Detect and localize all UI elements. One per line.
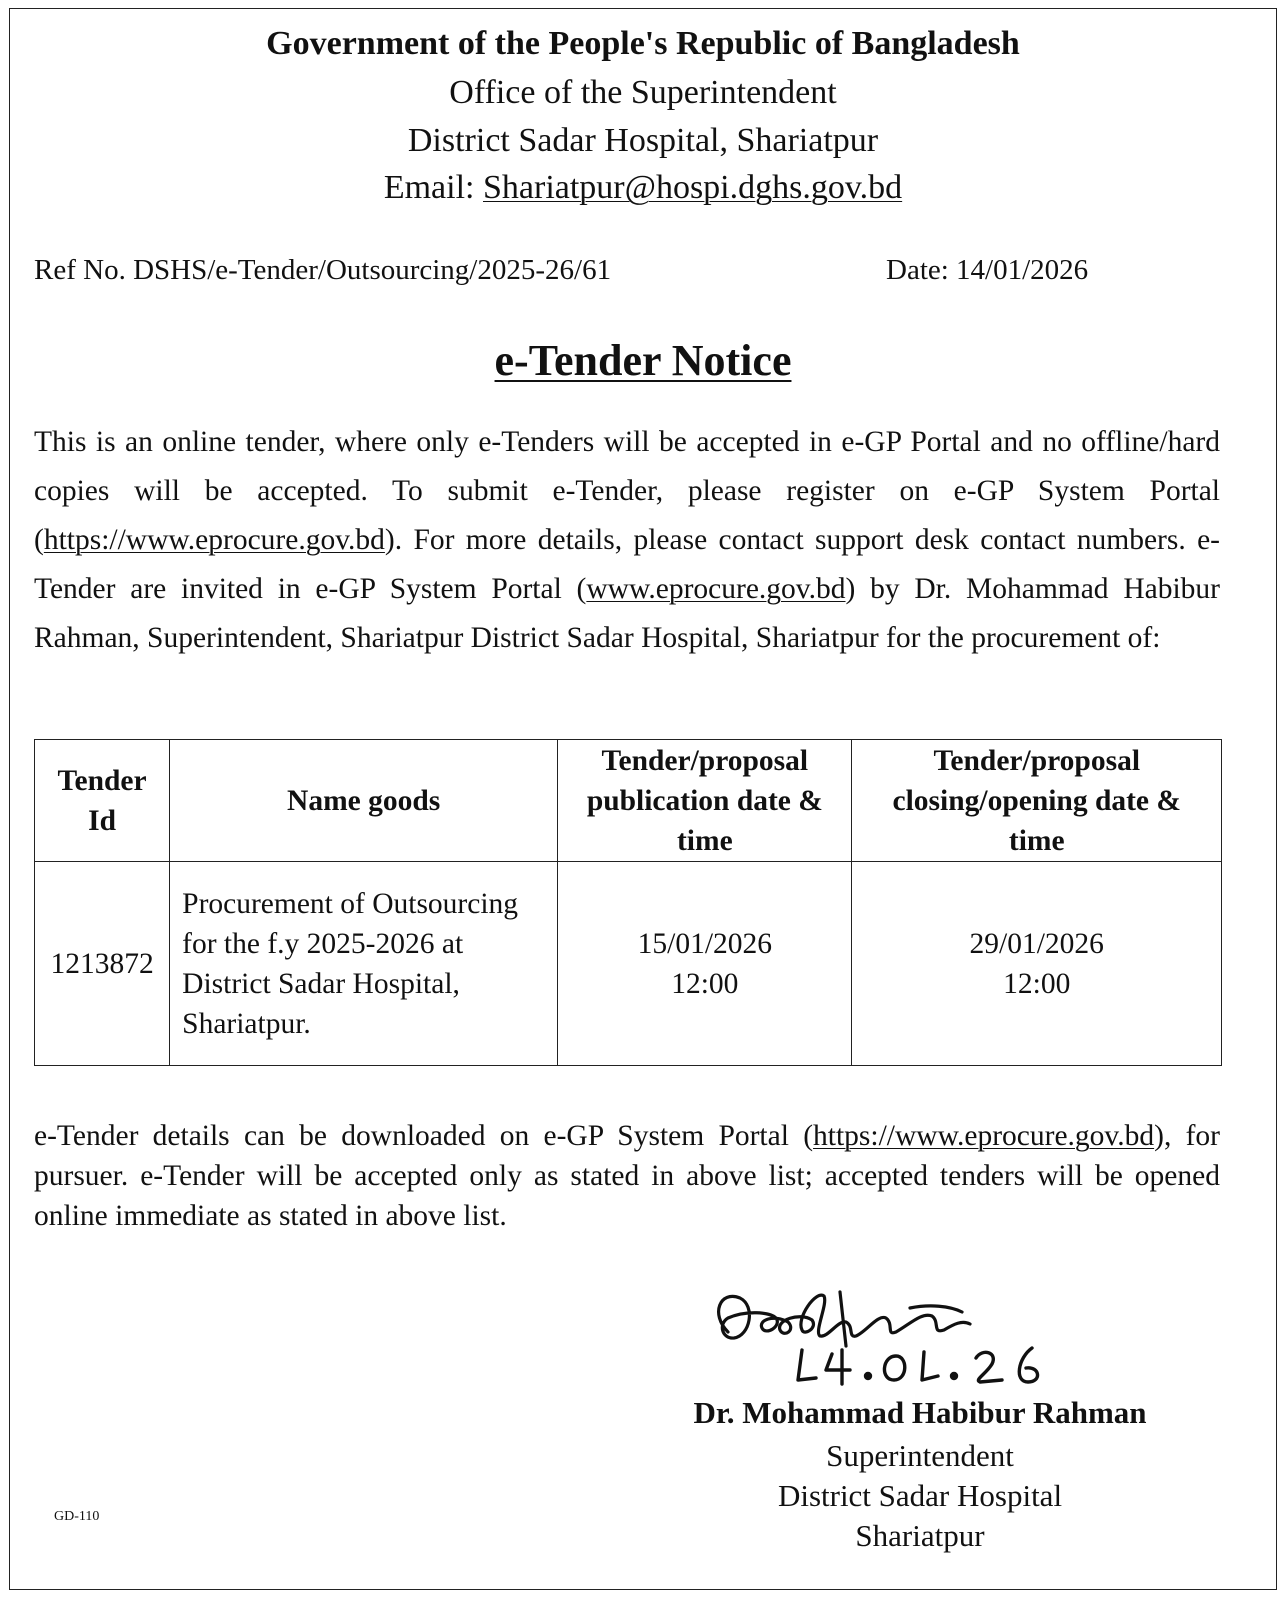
notice-title-text: e-Tender Notice bbox=[494, 336, 792, 385]
notice-date: Date: 14/01/2026 bbox=[886, 254, 1089, 286]
email-label: Email: bbox=[383, 169, 483, 206]
table-header-row bbox=[35, 740, 1222, 862]
hospital-heading: District Sadar Hospital, Shariatpur bbox=[407, 122, 879, 159]
download-text-1: e-Tender details can be downloaded on e-GP System Portal ( bbox=[34, 1120, 814, 1152]
eprocure-link-2[interactable]: www.eprocure.gov.bd bbox=[586, 573, 846, 605]
table-row bbox=[35, 862, 1222, 1066]
tender-table bbox=[34, 739, 1222, 1066]
eprocure-link-1[interactable]: https://www.eprocure.gov.bd bbox=[43, 524, 385, 556]
download-paragraph bbox=[34, 1116, 1220, 1236]
signatory-organization: District Sadar Hospital bbox=[777, 1478, 1063, 1513]
reference-number: Ref No. DSHS/e-Tender/Outsourcing/2025-26/61 bbox=[34, 254, 612, 286]
intro-text-1: This is an online tender, where only e-Tenders will be accepted in e-GP Portal and no offline/hard copies will be accepted. To submit e-Tender, please register on e-GP System Portal ( bbox=[34, 426, 1220, 556]
publication-time: 12:00 bbox=[671, 967, 739, 1000]
download-text-2: ), for pursuer. e-Tender will be accepted only as stated in above list; accepted tenders will be opened online immediate as stated in above list. bbox=[34, 1120, 1220, 1232]
goods-name-cell: Procurement of Outsourcing for the f.y 2025-2026 at District Sadar Hospital, Shariatpur. bbox=[170, 862, 558, 1066]
intro-paragraph bbox=[34, 418, 1220, 663]
intro-text-2: ). For more details, please contact support desk contact numbers. e-Tender are invited in e-GP System Portal ( bbox=[34, 524, 1220, 605]
email-line bbox=[10, 169, 1276, 207]
tender-notice-page bbox=[9, 8, 1277, 1590]
closing-time: 12:00 bbox=[1003, 967, 1071, 1000]
signatory-place: Shariatpur bbox=[855, 1518, 985, 1553]
header-name-goods: Name goods bbox=[170, 740, 558, 862]
signatory-name: Dr. Mohammad Habibur Rahman bbox=[693, 1395, 1147, 1430]
header-closing-date: Tender/proposal closing/opening date & time bbox=[852, 740, 1222, 862]
header-tender-id: Tender Id bbox=[35, 740, 170, 862]
handwritten-signature bbox=[700, 1284, 1120, 1399]
email-link[interactable]: Shariatpur@hospi.dghs.gov.bd bbox=[483, 169, 903, 206]
closing-datetime-cell bbox=[852, 862, 1222, 1066]
eprocure-link-3[interactable]: https://www.eprocure.gov.bd bbox=[813, 1120, 1155, 1152]
publication-datetime-cell bbox=[558, 862, 852, 1066]
notice-title bbox=[10, 335, 1276, 386]
closing-date: 29/01/2026 bbox=[969, 927, 1104, 960]
publication-date: 15/01/2026 bbox=[637, 927, 773, 960]
tender-id-cell: 1213872 bbox=[35, 862, 170, 1066]
intro-text-3: ) by Dr. Mohammad Habibur Rahman, Superintendent, Shariatpur District Sadar Hospital, Shariatpur for the procurement of: bbox=[34, 573, 1220, 654]
document-code: GD-110 bbox=[54, 1509, 100, 1524]
header-publication-date: Tender/proposal publication date & time bbox=[558, 740, 852, 862]
government-heading: Government of the People's Republic of Bangladesh bbox=[266, 25, 1020, 62]
office-heading: Office of the Superintendent bbox=[449, 74, 837, 111]
signatory-title: Superintendent bbox=[826, 1438, 1014, 1473]
